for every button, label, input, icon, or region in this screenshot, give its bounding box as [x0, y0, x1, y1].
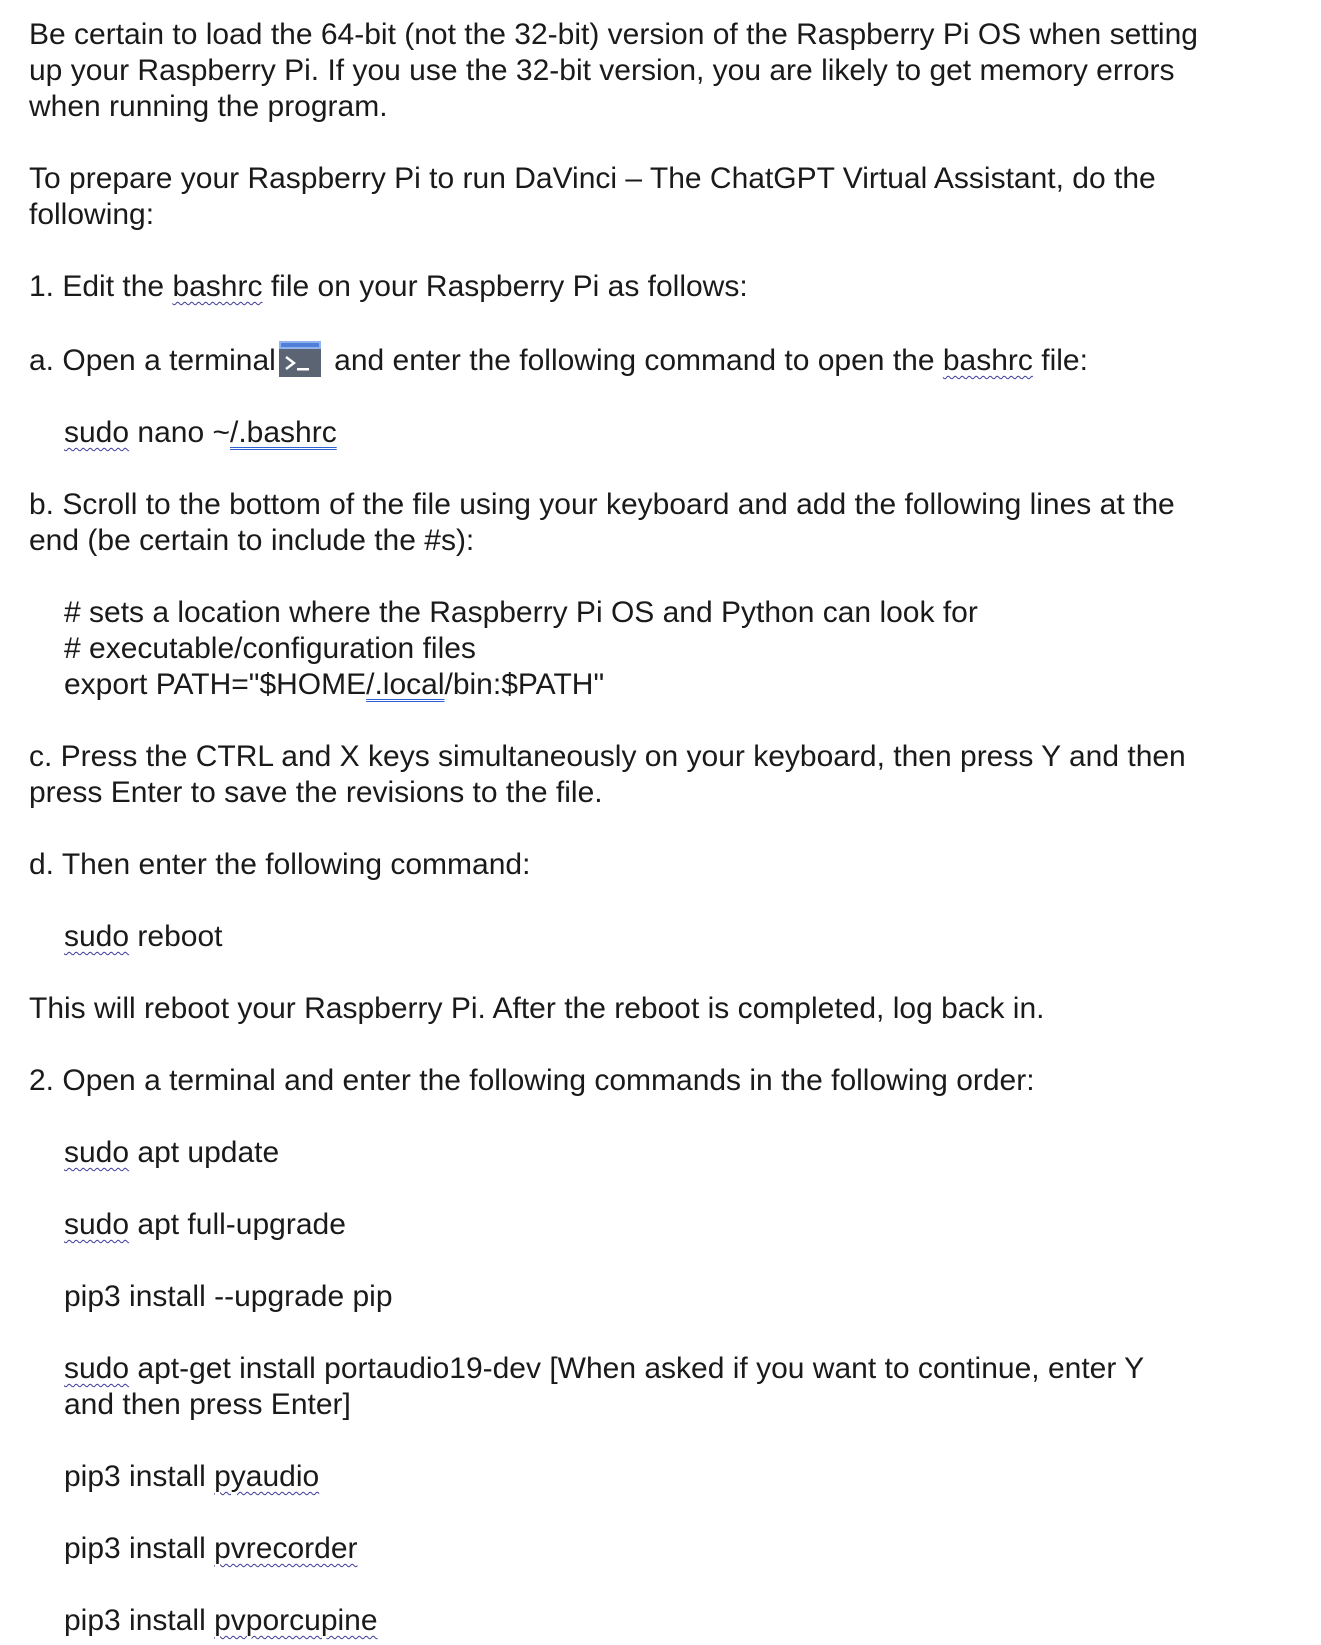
grammar-flag-word: /.local [366, 668, 445, 701]
terminal-icon [278, 341, 322, 377]
intro-line: up your Raspberry Pi. If you use the 32-bit version, you are likely to get memory errors [29, 54, 1175, 87]
command-line: and then press Enter] [64, 1388, 351, 1421]
step-1a-text: a. Open a terminal [29, 344, 276, 377]
command-pip-upgrade: pip3 install --upgrade pip [64, 1280, 393, 1313]
step-2: 2. Open a terminal and enter the following commands in the following order: [29, 1064, 1035, 1097]
command-nano-bashrc [29, 415, 1299, 451]
code-text: export PATH="$HOME [64, 668, 367, 701]
intro-paragraph [29, 17, 1299, 125]
spell-flag-word: sudo [64, 1352, 130, 1385]
command-portaudio [29, 1351, 1299, 1423]
code-line [29, 667, 1299, 703]
command-reboot [29, 919, 1299, 955]
command-line [29, 1351, 1299, 1387]
document-body [29, 17, 1299, 1639]
command-pvporcupine [29, 1603, 1299, 1639]
step-1c-line: press Enter to save the revisions to the file. [29, 776, 603, 809]
spell-flag-word: bashrc [942, 344, 1033, 377]
step-1a-text: and enter the following command to open the [325, 344, 943, 377]
spell-flag-word: sudo [64, 1208, 130, 1241]
command-text: pip3 install [64, 1460, 215, 1493]
command-pyaudio [29, 1459, 1299, 1495]
step-1d: d. Then enter the following command: [29, 848, 531, 881]
command-text: pip3 install [64, 1604, 215, 1637]
step-1-text: 1. Edit the [29, 270, 173, 303]
code-text: /bin:$PATH" [444, 668, 605, 701]
reboot-note: This will reboot your Raspberry Pi. After the reboot is completed, log back in. [29, 992, 1045, 1025]
spell-flag-word: sudo [64, 1136, 130, 1169]
spell-flag-word: sudo [64, 416, 130, 449]
step-1 [29, 269, 1299, 305]
step-1c-line: c. Press the CTRL and X keys simultaneously on your keyboard, then press Y and then [29, 740, 1186, 773]
command-text: pip3 install [64, 1532, 215, 1565]
step-1b-line: end (be certain to include the #s): [29, 524, 475, 557]
command-text: nano ~ [129, 416, 230, 449]
step-1c [29, 739, 1299, 811]
spell-flag-word: bashrc [172, 270, 263, 303]
bashrc-code-block [29, 595, 1299, 703]
spell-flag-word: pvporcupine [214, 1604, 378, 1637]
prepare-line: To prepare your Raspberry Pi to run DaVinci – The ChatGPT Virtual Assistant, do the [29, 162, 1156, 195]
spell-flag-word: pyaudio [214, 1460, 320, 1493]
code-line: # executable/configuration files [64, 632, 476, 665]
spell-flag-word: pvrecorder [214, 1532, 358, 1565]
step-1b [29, 487, 1299, 559]
step-1a-text: file: [1032, 344, 1088, 377]
prepare-line: following: [29, 198, 155, 231]
command-text: apt update [129, 1136, 280, 1169]
command-apt-update [29, 1135, 1299, 1171]
command-pvrecorder [29, 1531, 1299, 1567]
intro-line: Be certain to load the 64-bit (not the 32-bit) version of the Raspberry Pi OS when setting [29, 18, 1198, 51]
prepare-paragraph [29, 161, 1299, 233]
command-text: reboot [129, 920, 223, 953]
step-1-text: file on your Raspberry Pi as follows: [262, 270, 748, 303]
code-line: # sets a location where the Raspberry Pi OS and Python can look for [64, 596, 978, 629]
spell-flag-word: sudo [64, 920, 130, 953]
command-text: apt full-upgrade [129, 1208, 346, 1241]
step-1a [29, 341, 1299, 379]
grammar-flag-word: /.bashrc [230, 416, 337, 449]
command-text: apt-get install portaudio19-dev [When asked if you want to continue, enter Y [129, 1352, 1145, 1385]
command-apt-full-upgrade [29, 1207, 1299, 1243]
intro-line: when running the program. [29, 90, 388, 123]
step-1b-line: b. Scroll to the bottom of the file using your keyboard and add the following lines at the [29, 488, 1175, 521]
